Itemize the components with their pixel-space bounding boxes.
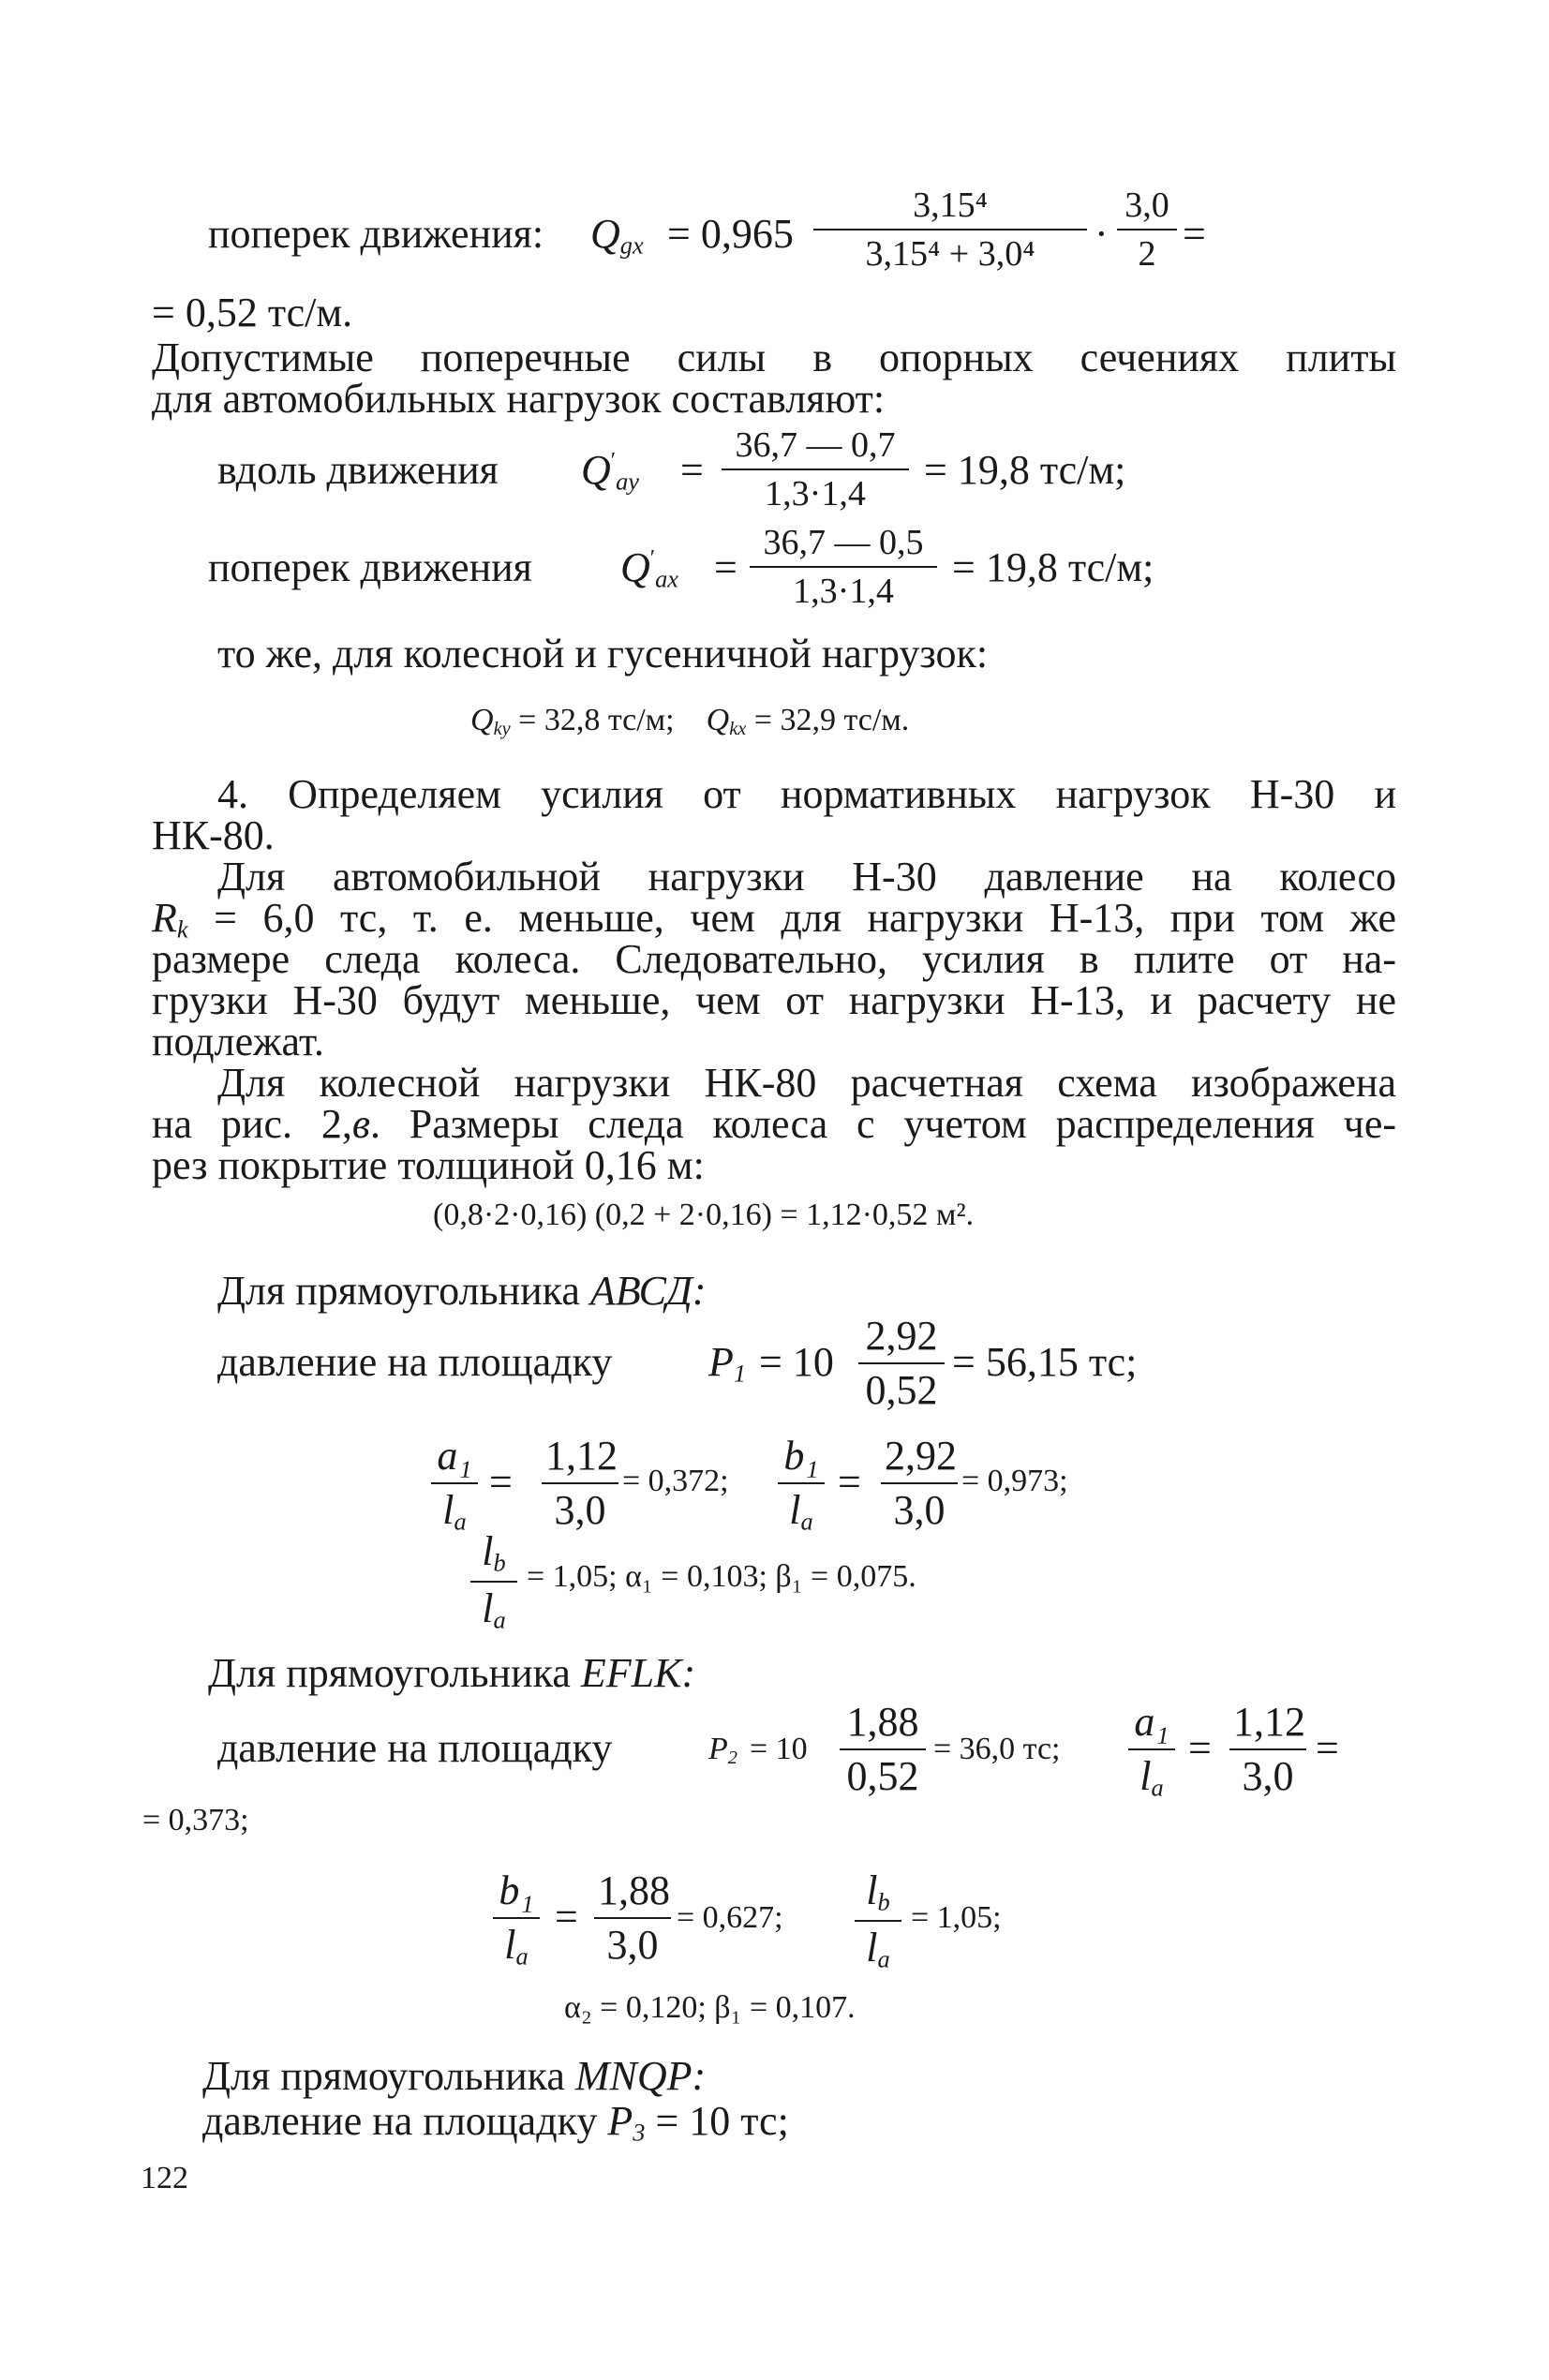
rect-abcd-112-30: 1,12 3,0	[542, 1435, 618, 1531]
eq-qay-lhs: $Q'_{ay}$	[581, 447, 639, 496]
fraction-denominator: 1,3·1,4	[765, 474, 866, 513]
fraction-numerator: 3,0	[1125, 186, 1169, 225]
rect-abcd-title: Для прямоугольника АВСД:	[217, 1268, 707, 1314]
rect-abcd-r1: = 0,372;	[622, 1464, 729, 1498]
eq-qgx-fraction-2	[1117, 187, 1177, 272]
rect-eflk-eq-1: =	[1188, 1725, 1212, 1771]
eq-qax-lhs: $Q'_{ax}$	[620, 544, 678, 593]
eq-qay-eq: =	[680, 447, 704, 493]
eq-qgx-lhs: $Q_{gx}$	[590, 211, 644, 260]
paragraph-h30-line-3: размере следа колеса. Следовательно, усилия в плите от на-	[152, 936, 1396, 982]
rect-eflk-title: Для прямоугольника EFLK:	[208, 1650, 696, 1696]
formula-wheel-track: (0,8·2·0,16) (0,2 + 2·0,16) = 1,12·0,52 м².	[433, 1197, 975, 1232]
rect-abcd-292-30: 2,92 3,0	[881, 1435, 958, 1531]
fraction-denominator: 3,15⁴ + 3,0⁴	[865, 234, 1035, 274]
eq-qgx-fraction	[813, 187, 1087, 272]
paragraph-h30-line-1: Для автомобильной нагрузки Н-30 давление на колесо	[217, 854, 1396, 900]
eq-qax-label: поперек движения	[208, 544, 532, 590]
rect-eflk-188-30: 1,88 3,0	[594, 1870, 671, 1966]
rect-abcd-a1-la: a₁ $l_a$	[431, 1435, 478, 1534]
fraction-numerator: 3,15⁴	[913, 186, 988, 225]
rect-abcd-result: = 56,15 тс;	[952, 1339, 1138, 1385]
rect-abcd-b1-la: b₁ $l_a$	[778, 1435, 825, 1534]
paragraph-allowed-forces-line-1: Допустимые поперечные силы в опорных сечениях плиты	[152, 335, 1396, 380]
fraction-denominator: 1,3·1,4	[793, 572, 894, 611]
eq-qgx-result: = 0,52 тс/м.	[152, 290, 353, 335]
rect-abcd-eq-1: =	[489, 1459, 513, 1505]
rect-mnqp-title: Для прямоугольника MNQP:	[202, 2053, 707, 2099]
rect-abcd-eq: = 10	[759, 1339, 834, 1385]
eq-qgx-mul: ·	[1095, 211, 1109, 257]
eq-qgx-label: поперек движения:	[208, 211, 544, 257]
rect-eflk-112-30: 1,12 3,0	[1229, 1702, 1306, 1797]
rect-abcd-r3: = 1,05; α₁ = 0,103; β₁ = 0,075.	[527, 1559, 916, 1594]
fraction-numerator: 36,7 — 0,5	[763, 523, 924, 562]
rect-eflk-p2: $P_2$	[708, 1732, 737, 1769]
paragraph-nk80-line-2: на рис. 2,в. Размеры следа колеса с учетом распределения че-	[152, 1101, 1396, 1147]
rect-eflk-r1: = 0,627;	[677, 1900, 783, 1935]
paragraph-4-line-1: 4. Определяем усилия от нормативных нагрузок Н-30 и	[217, 771, 1396, 817]
rect-eflk-eq-2: =	[1316, 1725, 1339, 1771]
rect-abcd-pressure-label: давление на площадку	[217, 1339, 613, 1385]
rect-eflk-eq-3: =	[555, 1894, 578, 1940]
page-number: 122	[141, 2161, 188, 2195]
rect-abcd-fraction: 2,92 0,52	[858, 1316, 945, 1411]
fraction-numerator: 36,7 — 0,7	[735, 425, 896, 465]
rect-eflk-lb-la: $l_b$ $l_a$	[855, 1870, 901, 1971]
rect-eflk-cont: = 0,373;	[142, 1803, 249, 1837]
eq-qay-result: = 19,8 тс/м;	[924, 447, 1126, 493]
rect-abcd-p1: $P_1$	[708, 1339, 747, 1388]
rect-eflk-coefficients: α₂ = 0,120; β₁ = 0,107.	[564, 1990, 856, 2025]
eq-qay-label: вдоль движения	[217, 447, 499, 493]
fraction-denominator: 2	[1138, 234, 1156, 274]
rect-eflk-r2: = 1,05;	[911, 1900, 1002, 1935]
rect-abcd-lb-la: $l_b$ $l_a$	[470, 1531, 517, 1632]
eq-qk-values: $Q_{ky} = 32,8$ тс/м; $Q_{kx} = 32,9$ тс/м.	[470, 703, 910, 740]
paragraph-h30-line-2: $R_k = 6,0$ тс, т. е. меньше, чем для нагрузки Н-13, при том же	[152, 895, 1397, 944]
rect-eflk-pressure-label: давление на площадку	[217, 1725, 613, 1771]
eq-qax-result: = 19,8 тс/м;	[952, 544, 1154, 590]
paragraph-h30-line-5: подлежат.	[152, 1019, 324, 1064]
paragraph-4-line-2: НК-80.	[152, 812, 275, 858]
rect-eflk-eq: = 10	[750, 1732, 808, 1766]
paragraph-allowed-forces-line-2: для автомобильных нагрузок составляют:	[152, 376, 886, 422]
eq-qgx-coef: = 0,965	[667, 211, 794, 257]
rect-eflk-b1-la: b₁ $l_a$	[493, 1870, 540, 1969]
rect-eflk-a1-la: a₁ $l_a$	[1128, 1702, 1175, 1800]
eq-qax-eq: =	[714, 544, 737, 590]
paragraph-nk80-line-3: рез покрытие толщиной 0,16 м:	[152, 1142, 705, 1188]
rect-abcd-r2: = 0,973;	[961, 1464, 1068, 1498]
rect-abcd-eq-2: =	[838, 1459, 861, 1505]
rect-eflk-result: = 36,0 тс;	[933, 1732, 1061, 1766]
paragraph-h30-line-4: грузки Н-30 будут меньше, чем от нагрузки Н-13, и расчету не	[152, 977, 1396, 1023]
eq-qgx-eq: =	[1183, 211, 1206, 257]
rect-eflk-fraction: 1,88 0,52	[840, 1702, 926, 1797]
same-for-wheel-track: то же, для колесной и гусеничной нагрузок:	[217, 631, 989, 677]
eq-qay-fraction	[722, 427, 909, 512]
eq-qax-fraction	[750, 525, 937, 609]
paragraph-nk80-line-1: Для колесной нагрузки НК-80 расчетная схема изображена	[217, 1060, 1396, 1106]
rect-mnqp-pressure: давление на площадку $P_3 = 10$ тс;	[202, 2098, 789, 2147]
